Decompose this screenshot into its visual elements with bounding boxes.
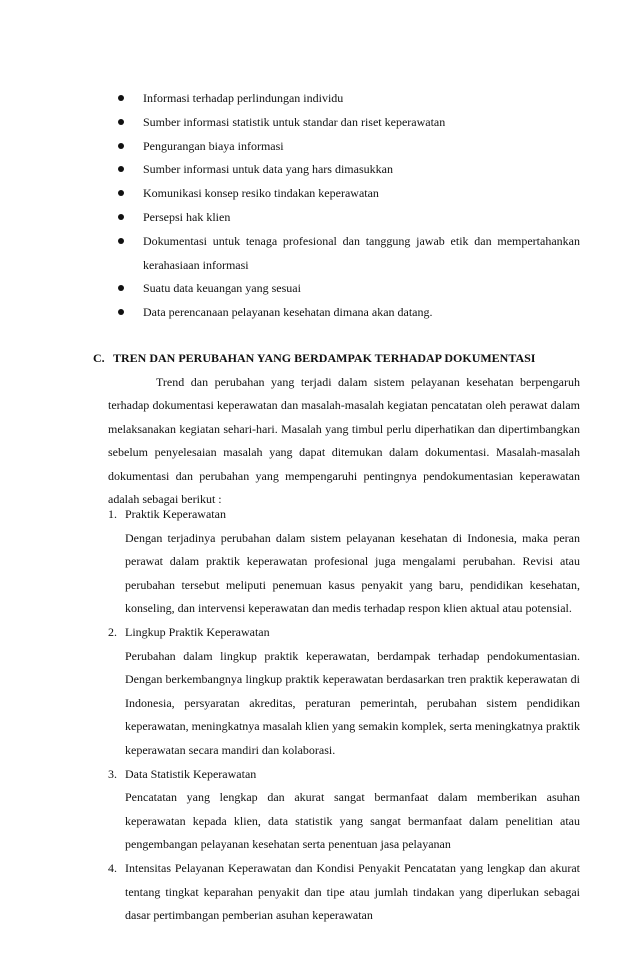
bullet-dot-icon: [118, 309, 124, 315]
section-title: TREN DAN PERUBAHAN YANG BERDAMPAK TERHADAP DOKUMENTASI: [113, 351, 536, 365]
item-title: Intensitas Pelayanan Keperawatan dan Kondisi Penyakit Pencatatan yang lengkap dan akurat tentang tingkat keparahan penyakit dan tipe atau jumlah tindakan yang diperlukan sebagai dasar pertimbangan pemberian asuhan keperawatan: [125, 860, 580, 923]
item-title: Praktik Keperawatan: [125, 507, 226, 521]
bullet-item: Sumber informasi untuk data yang hars dimasukkan: [0, 158, 580, 182]
bullet-item: Persepsi hak klien: [0, 206, 580, 230]
item-body: Pencatatan yang lengkap dan akurat sangat bermanfaat dalam memberikan asuhan keperawatan kepada klien, data statistik yang sangat bermanfaat dalam penelitian atau pengembangan pelayanan kesehatan serta penentuan jasa pelayanan: [125, 790, 580, 852]
item-title: Lingkup Praktik Keperawatan: [125, 624, 270, 639]
bullet-item: Suatu data keuangan yang sesuai: [0, 277, 580, 301]
item-number: 2.: [108, 624, 117, 639]
bullet-dot-icon: [118, 238, 124, 244]
item-number: 3.: [108, 766, 117, 781]
intro-paragraph: Trend dan perubahan yang terjadi dalam sistem pelayanan kesehatan berpengaruh terhadap dokumentasi keperawatan dan masalah-masalah kegiatan pencatatan oleh perawat dalam melaksanakan kegiatan sehari-hari. Masalah yang timbul perlu diperhatikan dan dipertimbangkan sebelum penyelesaian masalah yang dapat ditemukan dalam dokumentasi. Masalah-masalah dokumentasi dan perubahan yang mempengaruhi pentingnya pendokumentasian keperawatan adalah sebagai berikut :: [108, 375, 580, 507]
bullet-dot-icon: [118, 95, 124, 101]
bullet-dot-icon: [118, 119, 124, 125]
bullet-list: [0, 87, 638, 325]
bullet-item: Data perencanaan pelayanan kesehatan dimana akan datang.: [0, 301, 580, 325]
bullet-item: Pengurangan biaya informasi: [0, 135, 580, 159]
bullet-dot-icon: [118, 166, 124, 172]
item-number: 1.: [108, 507, 117, 521]
item-body: Dengan terjadinya perubahan dalam sistem pelayanan kesehatan di Indonesia, maka peran perawat dalam praktik keperawatan profesional juga mengalami perubahan. Revisi atau perubahan tersebut meliputi penemuan kasus penyakit yang baru, pendidikan kesehatan, konseling, dan intervensi keperawatan dan medis terhadap respon klien aktual atau potensial.: [125, 530, 580, 616]
item-number: 4.: [108, 860, 117, 875]
list-item: [0, 857, 580, 928]
list-item: [0, 763, 580, 857]
bullet-dot-icon: [118, 190, 124, 196]
bullet-item: Dokumentasi untuk tenaga profesional dan tanggung jawab etik dan mempertahankan kerahasiaan informasi: [0, 230, 580, 278]
bullet-item: Informasi terhadap perlindungan individu: [0, 87, 580, 111]
item-title: Data Statistik Keperawatan: [125, 766, 257, 781]
section-letter: C.: [93, 351, 105, 365]
bullet-dot-icon: [118, 214, 124, 220]
section-heading: [93, 349, 593, 367]
bullet-item: Komunikasi konsep resiko tindakan keperawatan: [0, 182, 580, 206]
list-item: [0, 503, 580, 621]
numbered-list: [0, 503, 638, 928]
bullet-dot-icon: [118, 285, 124, 291]
item-body: Perubahan dalam lingkup praktik keperawatan, berdampak terhadap pendokumentasian. Dengan berkembangnya lingkup praktik keperawatan berdasarkan tren praktik keperawatan di Indonesia, persyaratan akreditas, peraturan pemerintah, perubahan sistem pendidikan keperawatan, meningkatnya masalah klien yang semakin komplek, serta meningkatnya praktik keperawatan secara mandiri dan kolaborasi.: [125, 648, 580, 757]
bullet-dot-icon: [118, 143, 124, 149]
list-item: [0, 621, 580, 763]
bullet-item: Sumber informasi statistik untuk standar dan riset keperawatan: [0, 111, 580, 135]
